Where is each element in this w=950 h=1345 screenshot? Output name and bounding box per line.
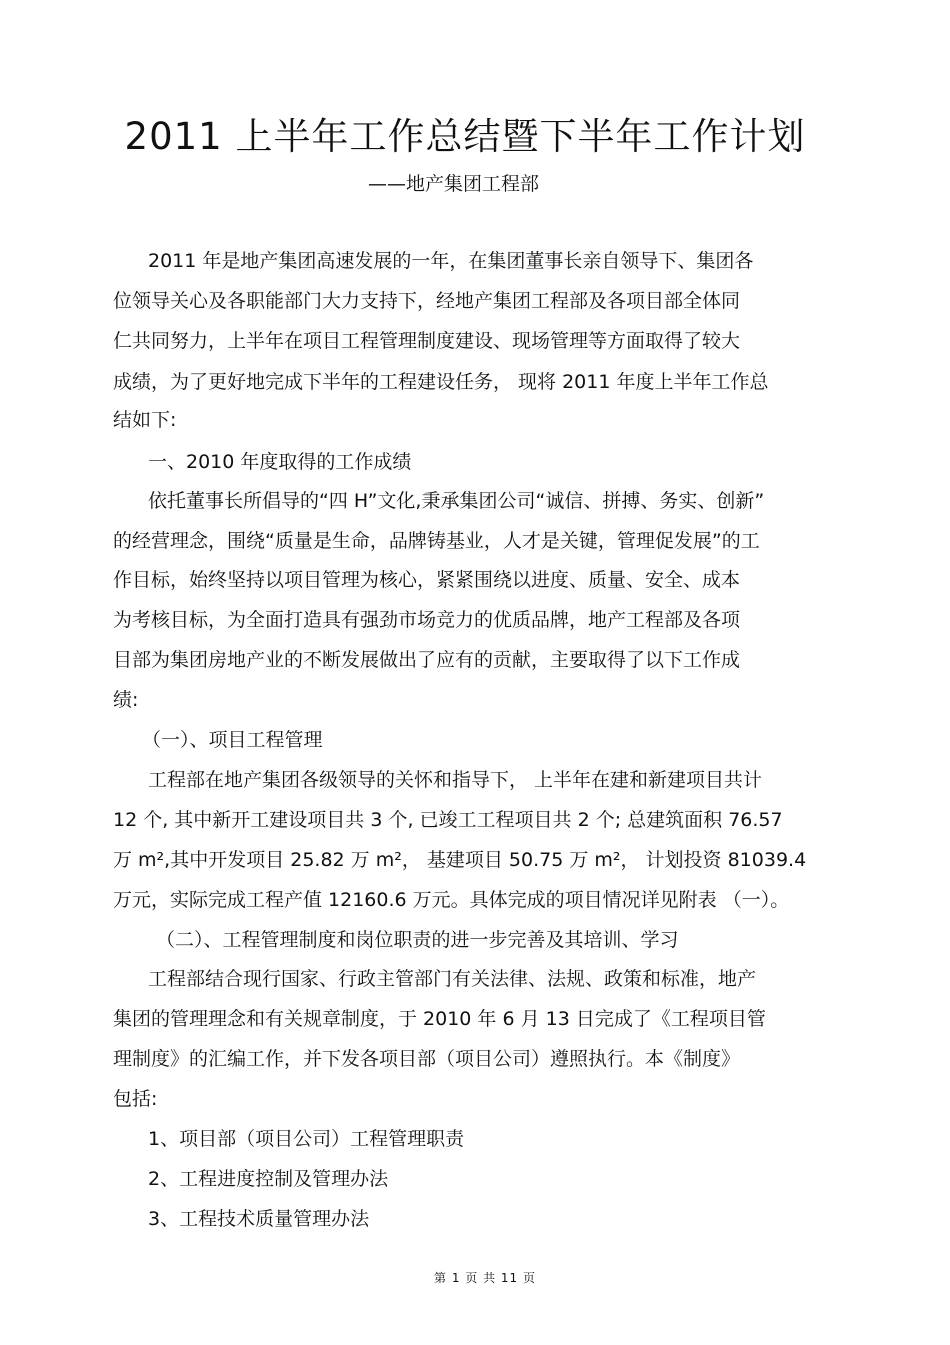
page-footer: 第 1 页 共 11 页 bbox=[434, 1271, 536, 1285]
paragraph-line: 包括: bbox=[113, 1088, 158, 1110]
document-title: 2011 上半年工作总结暨下半年工作计划 bbox=[124, 115, 806, 158]
subsection-heading: （二）、工程管理制度和岗位职责的进一步完善及其培训、学习 bbox=[156, 929, 679, 951]
paragraph-line: 绩: bbox=[113, 689, 139, 711]
paragraph-line: 12 个, 其中新开工建设项目共 3 个, 已竣工工程项目共 2 个; 总建筑面积 76.57 bbox=[113, 809, 783, 831]
paragraph-line: 目部为集团房地产业的不断发展做出了应有的贡献，主要取得了以下工作成 bbox=[113, 649, 741, 671]
paragraph-line: 结如下: bbox=[113, 409, 177, 431]
paragraph-line: 工程部结合现行国家、行政主管部门有关法律、法规、政策和标准，地产 bbox=[148, 968, 757, 990]
paragraph-line: 仁共同努力，上半年在项目工程管理制度建设、现场管理等方面取得了较大 bbox=[113, 330, 741, 352]
paragraph-line: 作目标，始终坚持以项目管理为核心，紧紧围绕以进度、质量、安全、成本 bbox=[113, 569, 741, 591]
paragraph-line: 位领导关心及各职能部门大力支持下，经地产集团工程部及各项目部全体同 bbox=[113, 290, 741, 312]
list-item: 1、项目部（项目公司）工程管理职责 bbox=[148, 1128, 465, 1150]
subsection-heading: （一）、项目工程管理 bbox=[142, 729, 323, 751]
section-heading: 一、2010 年度取得的工作成绩 bbox=[148, 451, 412, 473]
paragraph-line: 理制度》的汇编工作，并下发各项目部（项目公司）遵照执行。本《制度》 bbox=[113, 1048, 741, 1070]
list-item: 2、工程进度控制及管理办法 bbox=[148, 1168, 389, 1190]
list-item: 3、工程技术质量管理办法 bbox=[148, 1208, 370, 1230]
paragraph-line: 的经营理念，围绕“质量是生命，品牌铸基业，人才是关键，管理促发展”的工 bbox=[113, 530, 760, 552]
paragraph-line: 工程部在地产集团各级领导的关怀和指导下， 上半年在建和新建项目共计 bbox=[148, 769, 763, 791]
paragraph-line: 2011 年是地产集团高速发展的一年，在集团董事长亲自领导下、集团各 bbox=[148, 250, 754, 272]
paragraph-line: 万 m²,其中开发项目 25.82 万 m²， 基建项目 50.75 万 m²， 计划投资 81039.4 bbox=[113, 849, 807, 871]
paragraph-line: 万元，实际完成工程产值 12160.6 万元。具体完成的项目情况详见附表 （一）。 bbox=[113, 889, 790, 911]
paragraph-line: 成绩，为了更好地完成下半年的工程建设任务， 现将 2011 年度上半年工作总 bbox=[113, 371, 769, 393]
paragraph-line: 依托董事长所倡导的“四 H”文化,秉承集团公司“诚信、拼搏、务实、创新” bbox=[148, 490, 765, 512]
document-subtitle: ——地产集团工程部 bbox=[368, 173, 540, 195]
paragraph-line: 为考核目标，为全面打造具有强劲市场竞力的优质品牌，地产工程部及各项 bbox=[113, 609, 741, 631]
paragraph-line: 集团的管理理念和有关规章制度，于 2010 年 6 月 13 日完成了《工程项目管 bbox=[113, 1008, 766, 1030]
